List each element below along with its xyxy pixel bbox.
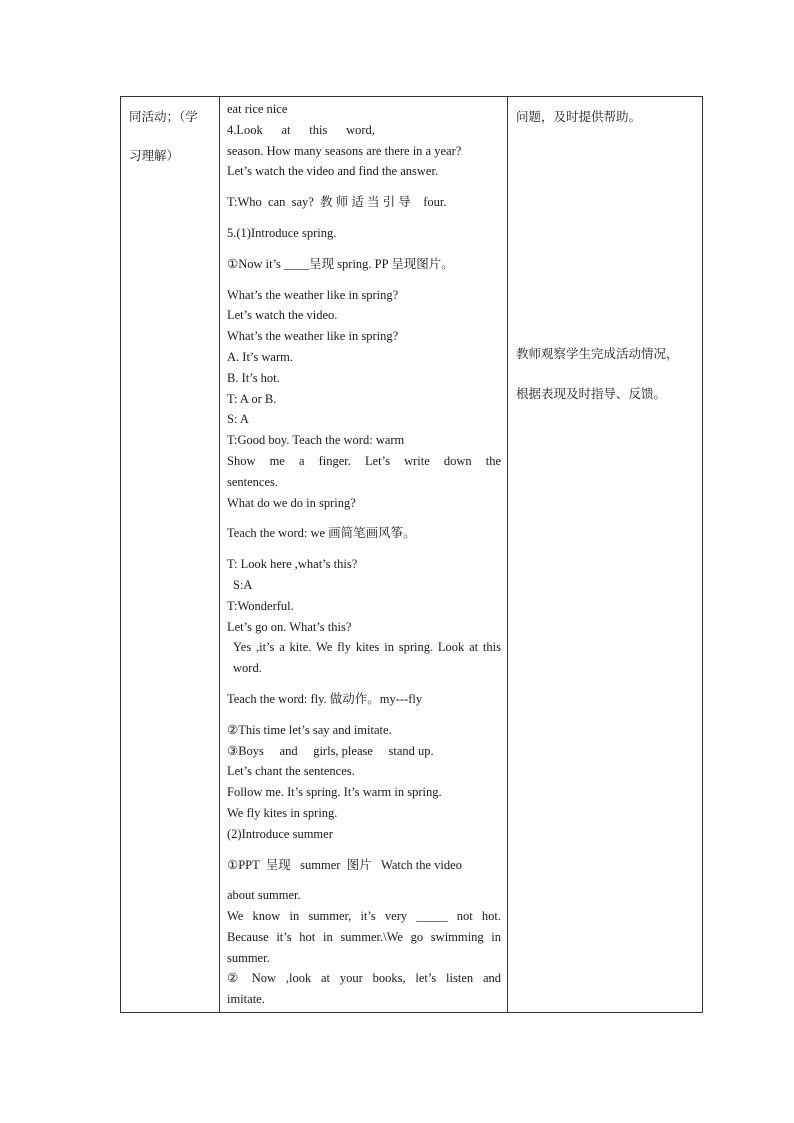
process-line: What’s the weather like in spring?	[227, 329, 399, 344]
process-line: We know in summer, it’s very _____ not hot. Because it’s hot in summer.\We go swimming in summer.	[227, 909, 501, 965]
process-line: Show me a finger. Let’s write down the sentences.	[227, 453, 501, 489]
process-line: (2)Introduce summer	[227, 826, 333, 841]
process-line: Let’s watch the video.	[227, 308, 338, 323]
note-observe: 教师观察学生完成活动情况，	[516, 346, 679, 361]
note-help: 问题，及时提供帮助。	[516, 109, 642, 124]
process-line: A. It’s warm.	[227, 349, 293, 364]
process-line: S:A	[233, 577, 253, 592]
process-line: What’s the weather like in spring?	[227, 287, 399, 302]
process-line: What do we do in spring?	[227, 495, 356, 510]
note-feedback: 根据表现及时指导、反馈。	[516, 386, 667, 401]
activity-type-line-1: 同活动；（学	[129, 109, 198, 124]
process-line: T:Good boy. Teach the word: warm	[227, 433, 405, 448]
process-line: ①PPT 呈现 summer 图片 Watch the video	[227, 857, 462, 872]
activity-type-line-2: 习理解）	[129, 148, 180, 163]
process-line: Teach the word: fly. 做动作。my---fly	[227, 691, 423, 706]
process-line: T:Wonderful.	[227, 598, 294, 613]
process-line: Yes ,it’s a kite. We fly kites in spring. Look at this word.	[233, 640, 501, 676]
process-line: ② Now ,look at your books, let’s listen and imitate.	[227, 971, 501, 1007]
process-line: B. It’s hot.	[227, 370, 280, 385]
process-line: T: Look here ,what’s this?	[227, 557, 358, 572]
process-line: season. How many seasons are there in a year?	[227, 143, 462, 158]
process-line: S: A	[227, 412, 249, 427]
process-line: ①Now it’s ____呈现 spring. PP 呈现图片。	[227, 256, 454, 271]
process-line: 4.Look at this word,	[227, 122, 375, 137]
process-line: T: A or B.	[227, 391, 277, 406]
process-line: Let’s go on. What’s this?	[227, 619, 352, 634]
table-row	[121, 97, 703, 1013]
teaching-process-cell	[220, 97, 508, 1013]
teacher-notes-cell	[508, 97, 703, 1013]
process-line: about summer.	[227, 888, 301, 903]
activity-type-cell	[121, 97, 220, 1013]
process-line: Let’s watch the video and find the answer.	[227, 164, 439, 179]
process-line: T:Who can say? 教 师 适 当 引 导 four.	[227, 195, 447, 210]
process-line: We fly kites in spring.	[227, 805, 338, 820]
lesson-plan-table	[120, 96, 703, 1013]
process-line: 5.(1)Introduce spring.	[227, 225, 337, 240]
process-line: Teach the word: we 画简笔画风筝。	[227, 526, 416, 541]
process-line: Let’s chant the sentences.	[227, 764, 355, 779]
process-line: ③Boys and girls, please stand up.	[227, 743, 434, 758]
process-line: eat rice nice	[227, 102, 288, 116]
process-line: Follow me. It’s spring. It’s warm in spring.	[227, 785, 442, 800]
process-line: ②This time let’s say and imitate.	[227, 722, 392, 737]
